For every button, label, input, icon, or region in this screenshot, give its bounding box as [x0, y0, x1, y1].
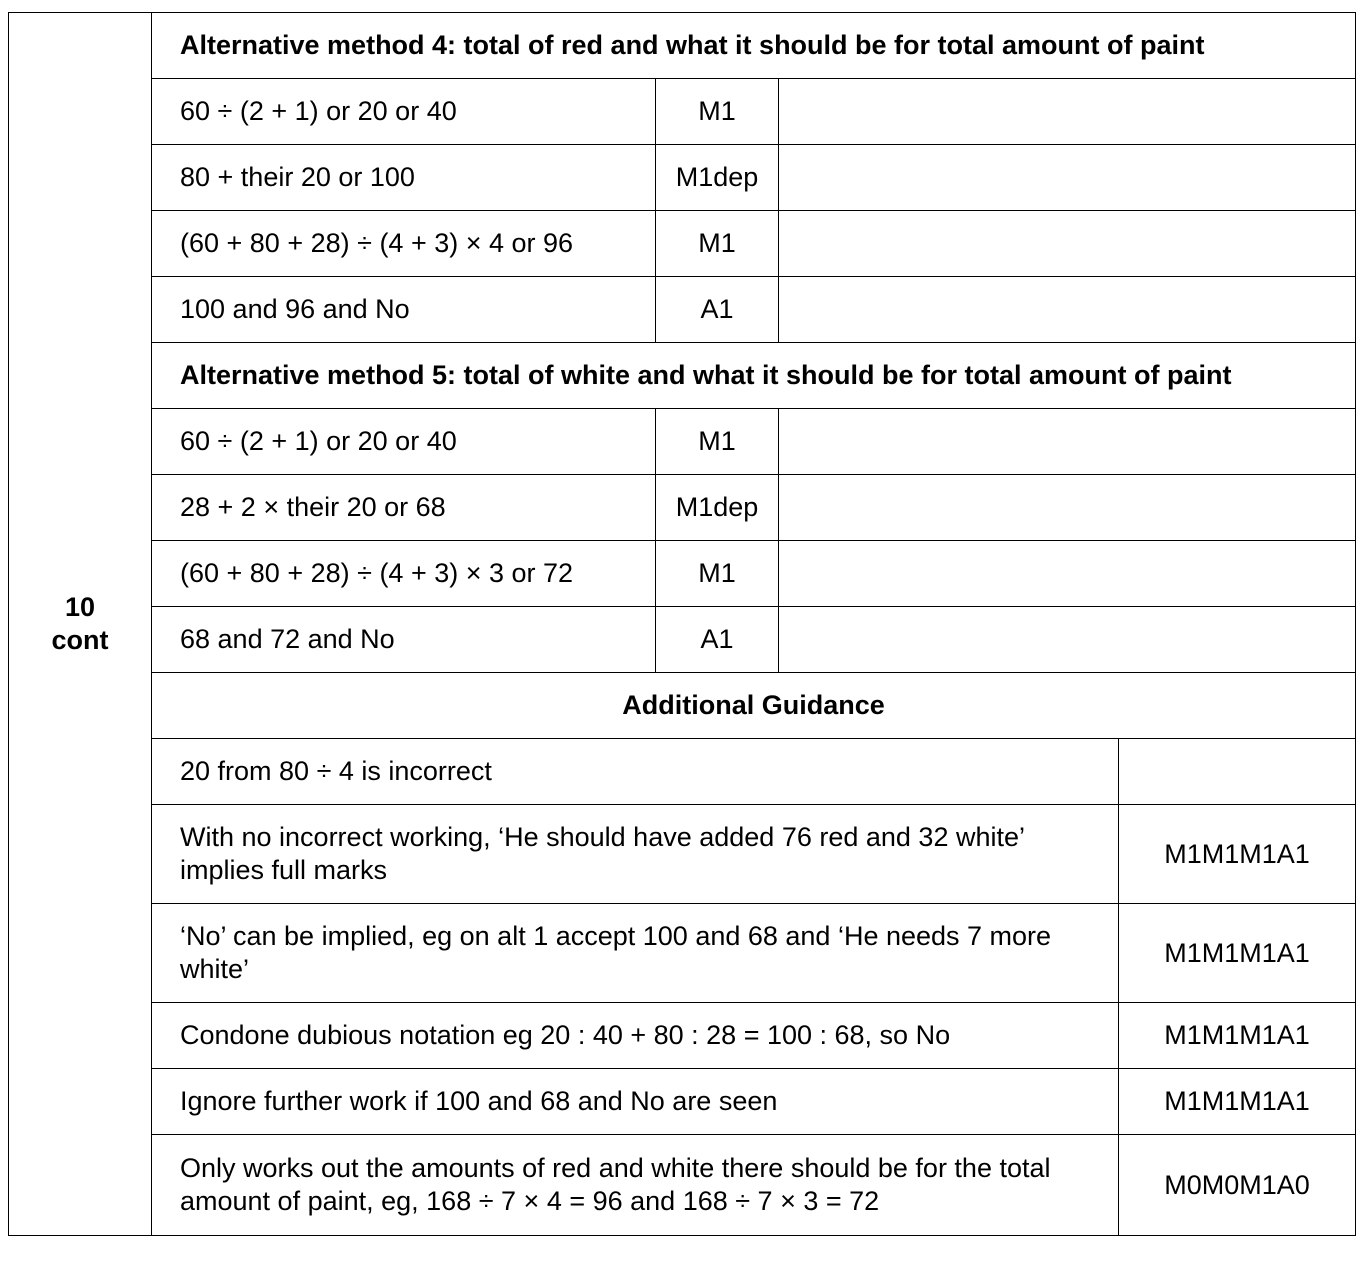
guidance-row: [9, 1003, 1356, 1069]
comment-cell: [779, 475, 1356, 541]
guidance-text: ‘No’ can be implied, eg on alt 1 accept 100 and 68 and ‘He needs 7 more white’: [152, 904, 1119, 1003]
question-number: 10: [64, 592, 96, 622]
guidance-mark: M0M0M1A0: [1119, 1135, 1356, 1236]
mark-cell: M1: [656, 211, 779, 277]
guidance-heading-row: [9, 673, 1356, 739]
mark-cell: A1: [656, 277, 779, 343]
alt5-heading: Alternative method 5: total of white and what it should be for total amount of paint: [152, 343, 1356, 409]
table-row: [9, 409, 1356, 475]
guidance-mark: M1M1M1A1: [1119, 805, 1356, 904]
table-row: [9, 211, 1356, 277]
guidance-text: With no incorrect working, ‘He should have added 76 red and 32 white’ implies full marks: [152, 805, 1119, 904]
working-cell: 100 and 96 and No: [152, 277, 656, 343]
working-cell: (60 + 80 + 28) ÷ (4 + 3) × 4 or 96: [152, 211, 656, 277]
table-row: [9, 79, 1356, 145]
working-cell: 80 + their 20 or 100: [152, 145, 656, 211]
guidance-text: Only works out the amounts of red and white there should be for the total amount of paint, eg, 168 ÷ 7 × 4 = 96 and 168 ÷ 7 × 3 = 72: [152, 1135, 1119, 1236]
table-row: [9, 541, 1356, 607]
guidance-mark: M1M1M1A1: [1119, 904, 1356, 1003]
working-cell: 68 and 72 and No: [152, 607, 656, 673]
comment-cell: [779, 607, 1356, 673]
guidance-mark: M1M1M1A1: [1119, 1069, 1356, 1135]
guidance-mark: M1M1M1A1: [1119, 1003, 1356, 1069]
guidance-heading: Additional Guidance: [152, 673, 1356, 739]
working-cell: (60 + 80 + 28) ÷ (4 + 3) × 3 or 72: [152, 541, 656, 607]
guidance-row: [9, 1135, 1356, 1236]
guidance-row: [9, 1069, 1356, 1135]
comment-cell: [779, 409, 1356, 475]
comment-cell: [779, 277, 1356, 343]
table-row: [9, 277, 1356, 343]
guidance-row: [9, 739, 1356, 805]
alt4-heading: Alternative method 4: total of red and what it should be for total amount of paint: [152, 13, 1356, 79]
table-row: [9, 607, 1356, 673]
guidance-row: [9, 805, 1356, 904]
mark-cell: M1dep: [656, 475, 779, 541]
question-label: cont: [51, 625, 109, 655]
comment-cell: [779, 79, 1356, 145]
guidance-text: Condone dubious notation eg 20 : 40 + 80 : 28 = 100 : 68, so No: [152, 1003, 1119, 1069]
guidance-row: [9, 904, 1356, 1003]
mark-cell: M1: [656, 79, 779, 145]
alt4-heading-row: [9, 13, 1356, 79]
mark-cell: A1: [656, 607, 779, 673]
comment-cell: [779, 211, 1356, 277]
comment-cell: [779, 145, 1356, 211]
alt5-heading-row: [9, 343, 1356, 409]
working-cell: 60 ÷ (2 + 1) or 20 or 40: [152, 409, 656, 475]
comment-cell: [779, 541, 1356, 607]
question-number-cell: [9, 13, 152, 1236]
guidance-mark: [1119, 739, 1356, 805]
table-row: [9, 475, 1356, 541]
mark-scheme-table: [8, 12, 1356, 1236]
table-row: [9, 145, 1356, 211]
mark-cell: M1: [656, 541, 779, 607]
working-cell: 60 ÷ (2 + 1) or 20 or 40: [152, 79, 656, 145]
working-cell: 28 + 2 × their 20 or 68: [152, 475, 656, 541]
mark-cell: M1dep: [656, 145, 779, 211]
guidance-text: 20 from 80 ÷ 4 is incorrect: [152, 739, 1119, 805]
mark-cell: M1: [656, 409, 779, 475]
guidance-text: Ignore further work if 100 and 68 and No are seen: [152, 1069, 1119, 1135]
